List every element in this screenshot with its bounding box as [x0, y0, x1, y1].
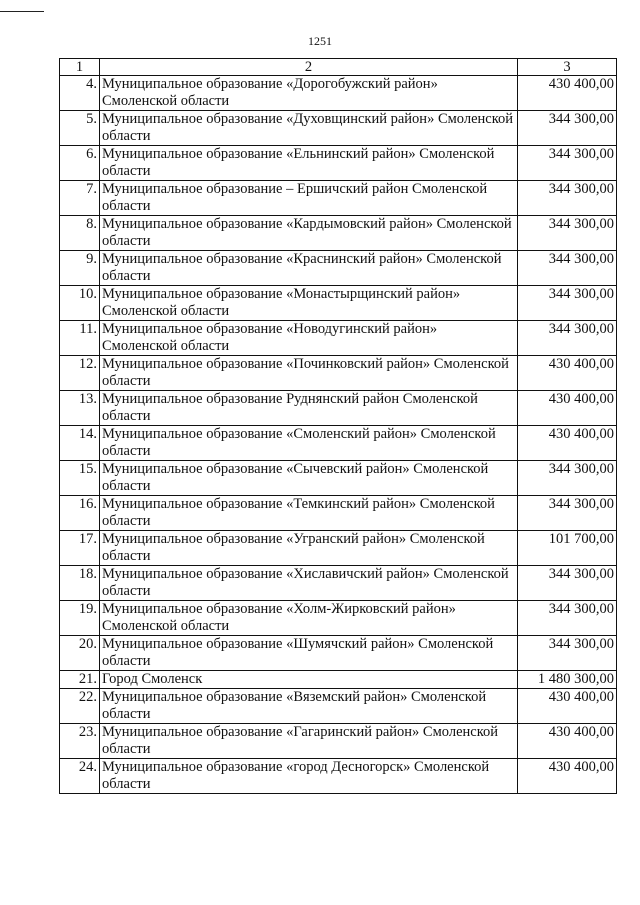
- row-number: 13.: [60, 391, 100, 426]
- municipality-name: Муниципальное образование «город Десногорск» Смоленской области: [100, 759, 518, 794]
- amount-value: 344 300,00: [518, 111, 617, 146]
- table-row: [60, 636, 617, 671]
- amount-value: 430 400,00: [518, 76, 617, 111]
- table-row: [60, 671, 617, 689]
- table-row: [60, 356, 617, 391]
- table-row: [60, 181, 617, 216]
- municipality-name: Муниципальное образование «Кардымовский район» Смоленской области: [100, 216, 518, 251]
- municipality-name: Муниципальное образование «Новодугинский район» Смоленской области: [100, 321, 518, 356]
- amount-value: 344 300,00: [518, 216, 617, 251]
- municipality-name: Муниципальное образование «Смоленский район» Смоленской области: [100, 426, 518, 461]
- table-row: [60, 216, 617, 251]
- amount-value: 1 480 300,00: [518, 671, 617, 689]
- amount-value: 344 300,00: [518, 146, 617, 181]
- amount-value: 344 300,00: [518, 601, 617, 636]
- amount-value: 344 300,00: [518, 461, 617, 496]
- table-row: [60, 321, 617, 356]
- table-row: [60, 689, 617, 724]
- municipality-name: Муниципальное образование – Ершичский район Смоленской области: [100, 181, 518, 216]
- row-number: 11.: [60, 321, 100, 356]
- municipality-name: Муниципальное образование «Монастырщинский район» Смоленской области: [100, 286, 518, 321]
- municipality-name: Город Смоленск: [100, 671, 518, 689]
- table-row: [60, 286, 617, 321]
- municipality-name: Муниципальное образование «Сычевский район» Смоленской области: [100, 461, 518, 496]
- table-row: [60, 461, 617, 496]
- page-number: 1251: [308, 34, 332, 48]
- row-number: 23.: [60, 724, 100, 759]
- row-number: 17.: [60, 531, 100, 566]
- table-row: [60, 251, 617, 286]
- municipality-name: Муниципальное образование «Хиславичский район» Смоленской области: [100, 566, 518, 601]
- municipality-name: Муниципальное образование «Темкинский район» Смоленской области: [100, 496, 518, 531]
- table-row: [60, 531, 617, 566]
- row-number: 15.: [60, 461, 100, 496]
- table-row: [60, 566, 617, 601]
- table-row: [60, 76, 617, 111]
- municipality-name: Муниципальное образование «Вяземский район» Смоленской области: [100, 689, 518, 724]
- table-row: [60, 391, 617, 426]
- row-number: 20.: [60, 636, 100, 671]
- row-number: 8.: [60, 216, 100, 251]
- amount-value: 344 300,00: [518, 286, 617, 321]
- table-row: [60, 724, 617, 759]
- amount-value: 344 300,00: [518, 251, 617, 286]
- municipality-name: Муниципальное образование «Починковский район» Смоленской области: [100, 356, 518, 391]
- row-number: 19.: [60, 601, 100, 636]
- row-number: 4.: [60, 76, 100, 111]
- table-row: [60, 146, 617, 181]
- header-cell-1: 1: [60, 59, 100, 76]
- corner-mark: [0, 11, 44, 12]
- row-number: 12.: [60, 356, 100, 391]
- row-number: 10.: [60, 286, 100, 321]
- amount-value: 344 300,00: [518, 566, 617, 601]
- row-number: 24.: [60, 759, 100, 794]
- row-number: 7.: [60, 181, 100, 216]
- table-header-row: [60, 59, 617, 76]
- table-row: [60, 601, 617, 636]
- table-row: [60, 426, 617, 461]
- table-row: [60, 759, 617, 794]
- municipality-name: Муниципальное образование «Ельнинский район» Смоленской области: [100, 146, 518, 181]
- row-number: 9.: [60, 251, 100, 286]
- header-cell-2: 2: [100, 59, 518, 76]
- amount-value: 344 300,00: [518, 321, 617, 356]
- amount-value: 344 300,00: [518, 496, 617, 531]
- row-number: 6.: [60, 146, 100, 181]
- header-cell-3: 3: [518, 59, 617, 76]
- municipality-name: Муниципальное образование «Холм-Жирковский район» Смоленской области: [100, 601, 518, 636]
- amount-value: 430 400,00: [518, 426, 617, 461]
- municipality-name: Муниципальное образование «Шумячский район» Смоленской области: [100, 636, 518, 671]
- table-row: [60, 496, 617, 531]
- row-number: 18.: [60, 566, 100, 601]
- row-number: 5.: [60, 111, 100, 146]
- municipality-name: Муниципальное образование «Дорогобужский район» Смоленской области: [100, 76, 518, 111]
- amount-value: 344 300,00: [518, 636, 617, 671]
- amount-value: 430 400,00: [518, 759, 617, 794]
- municipality-name: Муниципальное образование «Угранский район» Смоленской области: [100, 531, 518, 566]
- row-number: 14.: [60, 426, 100, 461]
- row-number: 16.: [60, 496, 100, 531]
- table-row: [60, 111, 617, 146]
- amount-value: 101 700,00: [518, 531, 617, 566]
- amount-value: 430 400,00: [518, 356, 617, 391]
- allocation-table: [59, 58, 617, 794]
- amount-value: 430 400,00: [518, 724, 617, 759]
- municipality-name: Муниципальное образование «Краснинский район» Смоленской области: [100, 251, 518, 286]
- municipality-name: Муниципальное образование Руднянский район Смоленской области: [100, 391, 518, 426]
- amount-value: 430 400,00: [518, 391, 617, 426]
- municipality-name: Муниципальное образование «Духовщинский район» Смоленской области: [100, 111, 518, 146]
- row-number: 22.: [60, 689, 100, 724]
- amount-value: 430 400,00: [518, 689, 617, 724]
- row-number: 21.: [60, 671, 100, 689]
- municipality-name: Муниципальное образование «Гагаринский район» Смоленской области: [100, 724, 518, 759]
- amount-value: 344 300,00: [518, 181, 617, 216]
